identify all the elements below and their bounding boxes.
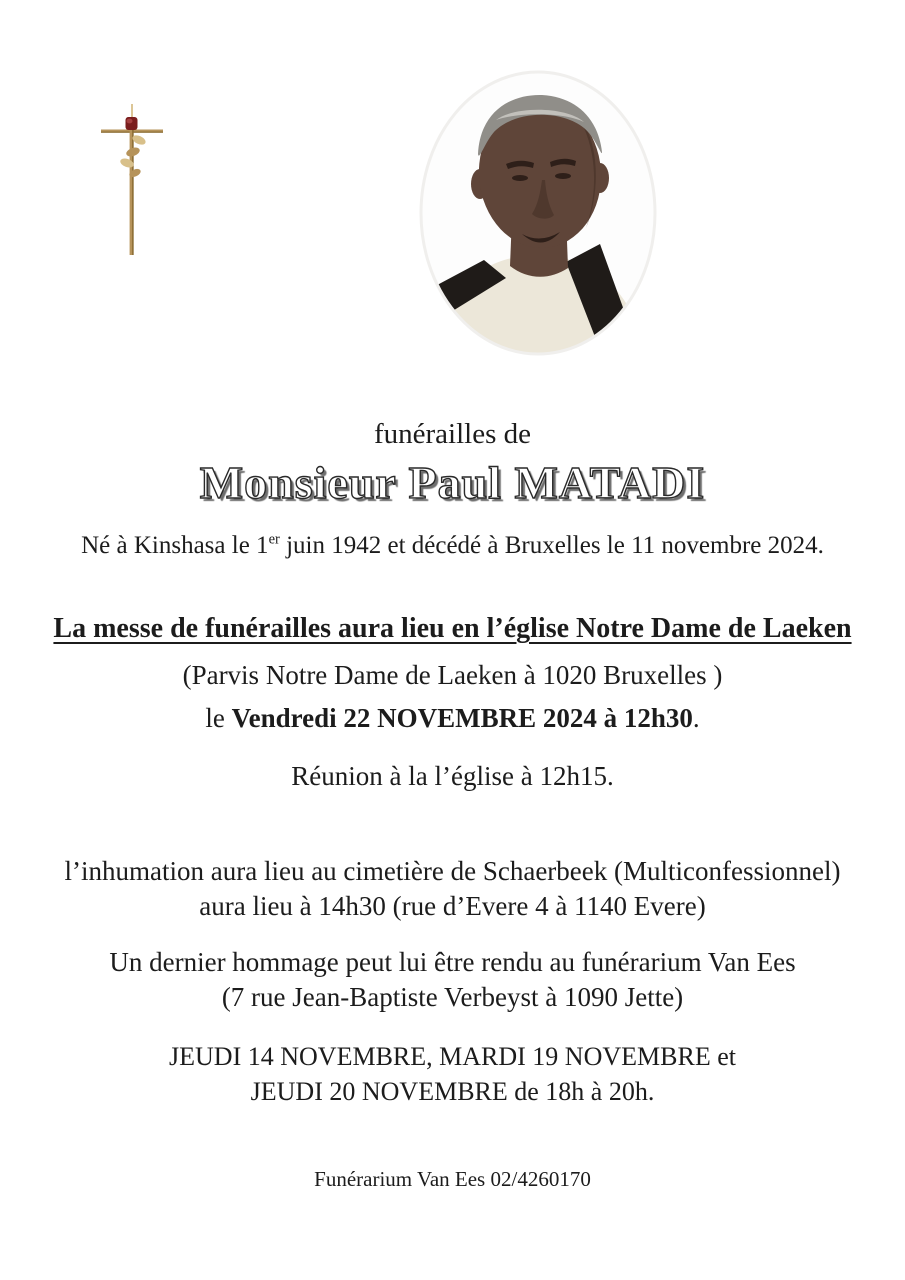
deceased-portrait-photo — [418, 68, 658, 360]
date-bold: Vendredi 22 NOVEMBRE 2024 à 12h30 — [231, 703, 693, 733]
date-prefix: le — [205, 703, 232, 733]
funeral-home-contact: Funérarium Van Ees 02/4260170 — [314, 1167, 591, 1191]
burial-line-1: l’inhumation aura lieu au cimetière de Schaerbeek (Multiconfessionnel) — [64, 856, 841, 886]
eye — [555, 173, 571, 179]
meeting-time-line: Réunion à la l’église à 12h15. — [291, 761, 614, 791]
life-dates-suffix: juin 1942 et décédé à Bruxelles le 11 novembre 2024. — [279, 532, 824, 559]
rose-highlight — [127, 119, 133, 124]
life-dates-line — [0, 530, 905, 561]
life-dates-prefix: Né à Kinshasa le 1 — [81, 532, 269, 559]
rose-bloom — [126, 117, 138, 130]
visiting-days-line-2: JEUDI 20 NOVEMBRE de 18h à 20h. — [250, 1077, 655, 1106]
crucifix-with-rose-icon — [98, 100, 168, 260]
church-address-line: (Parvis Notre Dame de Laeken à 1020 Bruxelles ) — [182, 660, 723, 690]
mass-announcement-line: La messe de funérailles aura lieu en l’église Notre Dame de Laeken — [53, 613, 852, 644]
deceased-name-title: Monsieur Paul MATADI — [199, 457, 706, 508]
date-suffix: . — [692, 703, 700, 733]
tribute-line-2: (7 rue Jean-Baptiste Verbeyst à 1090 Jette) — [221, 982, 684, 1012]
tribute-line-1: Un dernier hommage peut lui être rendu au funérarium Van Ees — [109, 947, 796, 977]
mass-datetime-line — [0, 702, 905, 736]
eye — [512, 175, 528, 181]
ordinal-superscript: er — [268, 531, 280, 548]
intro-line: funérailles de — [373, 418, 531, 450]
burial-line-2: aura lieu à 14h30 (rue d’Evere 4 à 1140 Evere) — [199, 891, 706, 921]
visiting-days-line-1: JEUDI 14 NOVEMBRE, MARDI 19 NOVEMBRE et — [169, 1042, 736, 1071]
